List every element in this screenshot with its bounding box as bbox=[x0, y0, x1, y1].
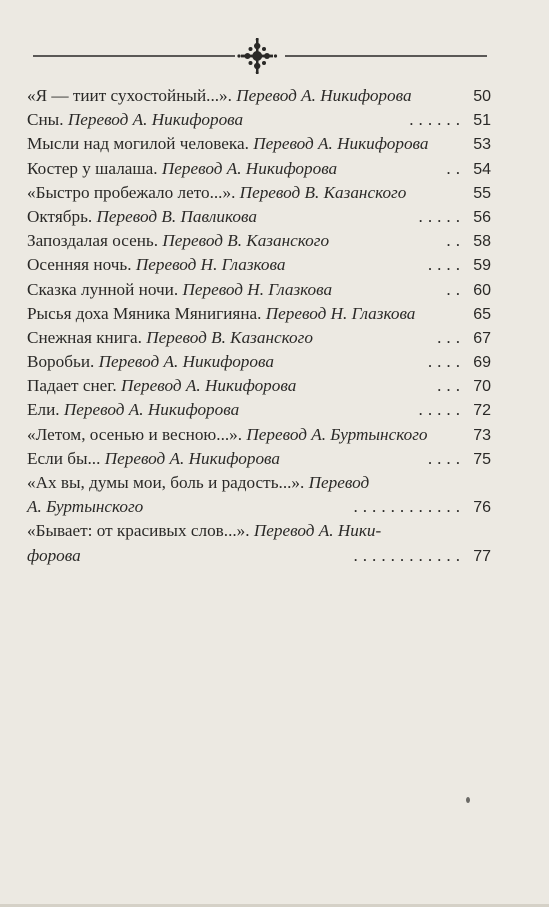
page-number: 69 bbox=[473, 354, 491, 372]
dot-leader: ..... bbox=[418, 400, 465, 420]
poem-title: «Быстро пробежало лето...». bbox=[27, 182, 236, 202]
poem-title: Запоздалая осень. bbox=[27, 231, 159, 251]
translator-credit: Перевод А. Никифорова bbox=[104, 448, 280, 468]
poem-title: Сказка лунной ночи. bbox=[27, 279, 179, 299]
toc-entry bbox=[27, 181, 491, 205]
toc-entry bbox=[27, 132, 491, 156]
toc-entry bbox=[27, 326, 491, 350]
page-number: 58 bbox=[473, 233, 491, 251]
page-number: 72 bbox=[473, 402, 491, 420]
page-number: 54 bbox=[473, 160, 491, 178]
poem-title: «Я — тиит сухостойный...». bbox=[27, 86, 232, 105]
toc-entry-continuation bbox=[27, 544, 491, 568]
translator-credit: Перевод Н. Глазкова bbox=[182, 279, 333, 299]
page-number: 73 bbox=[473, 426, 491, 444]
translator-credit: Перевод А. Никифорова bbox=[236, 86, 412, 105]
translator-credit: форова bbox=[27, 545, 81, 565]
dot-leader: .. bbox=[446, 158, 465, 178]
poem-title: «Ах вы, думы мои, боль и радость...». bbox=[27, 473, 305, 492]
dot-leader: .... bbox=[427, 255, 465, 275]
ink-speck bbox=[466, 797, 470, 803]
toc-entry bbox=[27, 471, 491, 495]
page-number: 75 bbox=[473, 450, 491, 468]
poem-title: Если бы... bbox=[27, 448, 101, 468]
translator-credit: А. Буртынского bbox=[27, 497, 144, 517]
poem-title: «Летом, осенью и весною...». bbox=[27, 424, 243, 444]
poem-title: Костер у шалаша. bbox=[27, 158, 158, 178]
toc-entry bbox=[27, 398, 491, 422]
page-number: 50 bbox=[473, 88, 491, 105]
toc-entry bbox=[27, 229, 491, 253]
poem-title: Рысья доха Мяника Мянигияна. bbox=[27, 303, 262, 323]
poem-title: Падает снег. bbox=[27, 376, 117, 396]
toc-entry bbox=[27, 84, 491, 108]
dot-leader: .. bbox=[446, 279, 465, 299]
page-number: 76 bbox=[473, 499, 491, 517]
toc-entry bbox=[27, 519, 491, 543]
toc-entry bbox=[27, 253, 491, 277]
dot-leader: ..... bbox=[418, 206, 465, 226]
poem-title: Воробьи. bbox=[27, 352, 95, 372]
poem-title: Осенняя ночь. bbox=[27, 255, 132, 275]
translator-credit: Перевод В. Павликова bbox=[96, 206, 257, 226]
translator-credit: Перевод В. Казанского bbox=[146, 327, 313, 347]
translator-credit: Перевод В. Казанского bbox=[162, 231, 330, 251]
poem-title: Ели. bbox=[27, 400, 60, 420]
poem-title: Снежная книга. bbox=[27, 327, 142, 347]
translator-credit: Перевод В. Казанского bbox=[239, 182, 407, 202]
poem-title: Сны. bbox=[27, 110, 64, 130]
page-number: 60 bbox=[473, 281, 491, 299]
dot-leader: .... bbox=[427, 352, 465, 372]
toc-entry bbox=[27, 278, 491, 302]
page-number: 59 bbox=[473, 257, 491, 275]
poem-title: Октябрь. bbox=[27, 206, 93, 226]
table-of-contents bbox=[27, 84, 491, 568]
dot-leader: .... bbox=[427, 448, 465, 468]
toc-entry bbox=[27, 205, 491, 229]
page-number: 65 bbox=[473, 305, 491, 323]
page-number: 56 bbox=[473, 208, 491, 226]
translator-credit: Перевод А. Никифорова bbox=[253, 134, 429, 154]
translator-credit: Перевод А. Никифорова bbox=[121, 376, 297, 396]
page-number: 53 bbox=[473, 136, 491, 154]
toc-entry bbox=[27, 157, 491, 181]
translator-credit: Перевод А. Никифорова bbox=[67, 110, 244, 130]
dot-leader: .. bbox=[446, 231, 465, 251]
poem-title: «Бывает: от красивых слов...». bbox=[27, 521, 250, 541]
translator-credit: Перевод Н. Глазкова bbox=[265, 303, 416, 323]
dot-leader: ... bbox=[437, 327, 465, 347]
translator-credit: Перевод А. Никифорова bbox=[63, 400, 240, 420]
page-number: 70 bbox=[473, 378, 491, 396]
translator-credit: Перевод Н. Глазкова bbox=[135, 255, 286, 275]
page-number: 55 bbox=[473, 184, 491, 202]
dot-leader: ...... bbox=[409, 110, 465, 130]
toc-entry bbox=[27, 447, 491, 471]
page-number: 51 bbox=[473, 112, 491, 130]
toc-entry bbox=[27, 423, 491, 447]
page-number: 67 bbox=[473, 329, 491, 347]
poem-title: Мысли над могилой человека. bbox=[27, 134, 249, 154]
translator-credit: Перевод А. Никифорова bbox=[161, 158, 338, 178]
translator-credit: Перевод bbox=[308, 473, 370, 492]
toc-entry bbox=[27, 302, 491, 326]
translator-credit: Перевод А. Ники- bbox=[253, 521, 382, 541]
toc-entry bbox=[27, 374, 491, 398]
decorative-rule-icon bbox=[33, 36, 487, 76]
toc-entry bbox=[27, 108, 491, 132]
dot-leader: ............ bbox=[353, 545, 465, 565]
translator-credit: Перевод А. Буртынского bbox=[246, 424, 428, 444]
page-number: 77 bbox=[473, 547, 491, 565]
translator-credit: Перевод А. Никифорова bbox=[98, 352, 274, 372]
toc-entry-continuation bbox=[27, 495, 491, 519]
toc-entry bbox=[27, 350, 491, 374]
dot-leader: ............ bbox=[353, 497, 465, 517]
dot-leader: ... bbox=[437, 376, 465, 396]
